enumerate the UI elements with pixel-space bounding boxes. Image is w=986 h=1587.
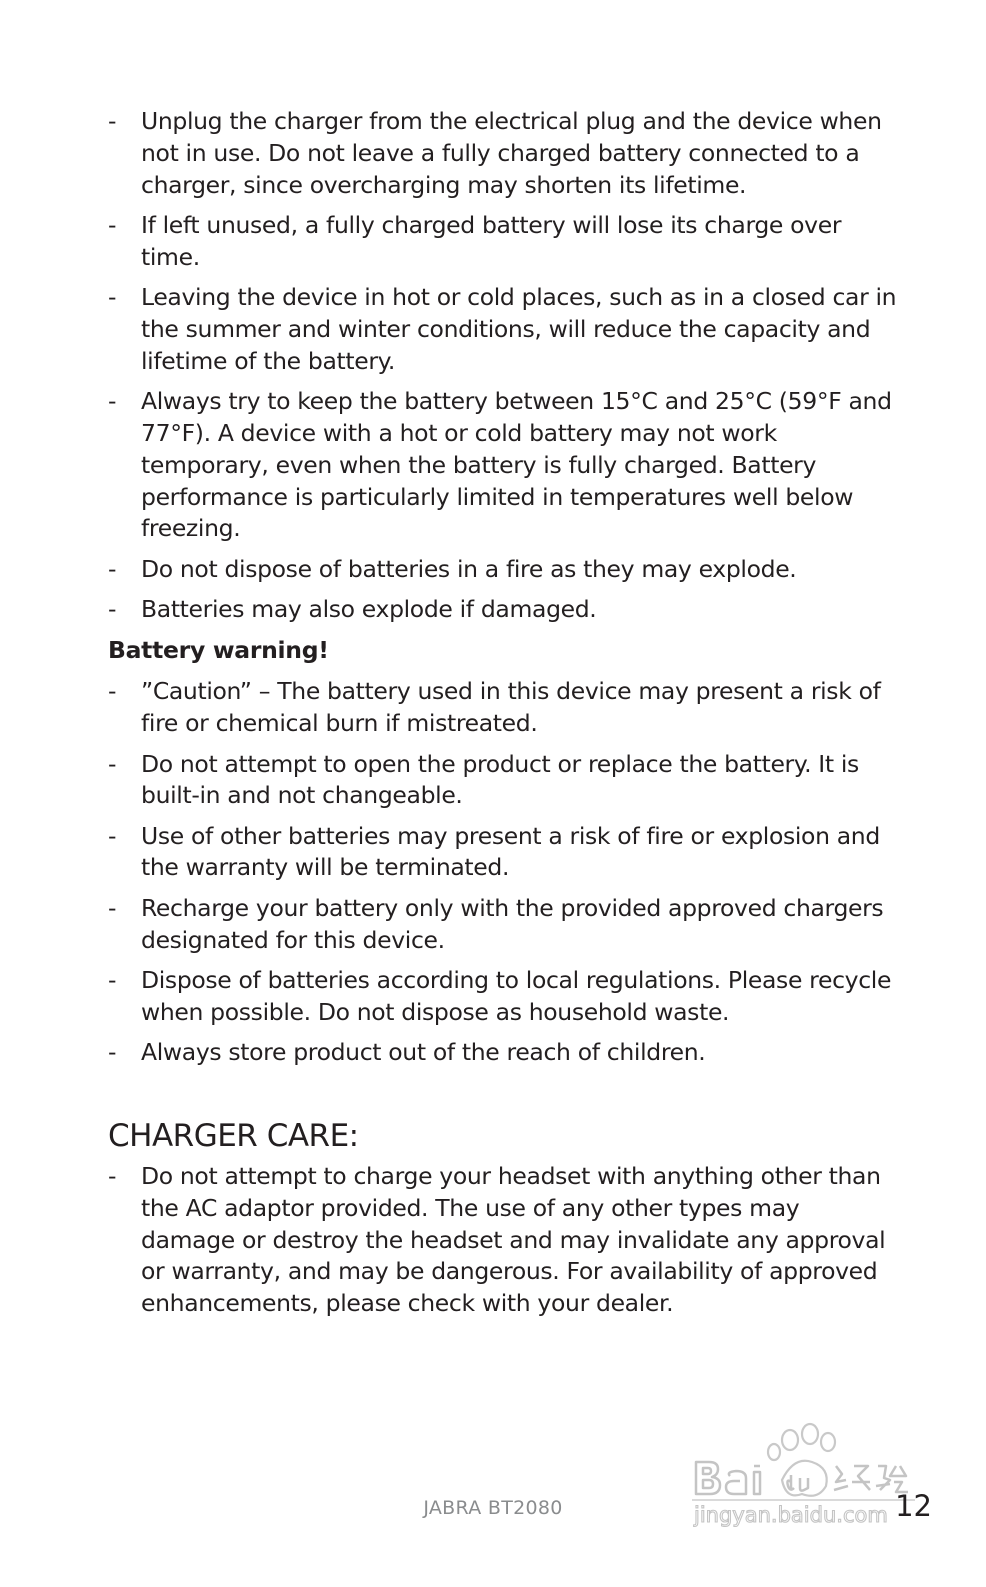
page-number: 12 bbox=[895, 1489, 932, 1523]
list-item-text: Do not attempt to charge your headset with anything other than the AC adaptor provided. The use of any other types may damage or destroy the headset and may invalidate any approval or warranty, and may be dangerous. For availability of approved enhancements, please check with your dealer. bbox=[141, 1162, 886, 1318]
bullet-dash: - bbox=[108, 749, 117, 778]
bullet-dash: - bbox=[108, 107, 117, 135]
list-item bbox=[108, 965, 898, 1029]
bullet-dash: - bbox=[108, 1162, 117, 1191]
bullet-dash: - bbox=[108, 893, 117, 922]
list-item bbox=[108, 893, 898, 957]
footer-product-name: JABRA BT2080 bbox=[423, 1497, 563, 1519]
bullet-dash: - bbox=[108, 210, 117, 239]
bullet-dash: - bbox=[108, 283, 117, 312]
list-item bbox=[108, 554, 898, 586]
list-item-text: Use of other batteries may present a risk of fire or explosion and the warranty will be terminated. bbox=[141, 821, 880, 882]
bullet-dash: - bbox=[108, 1038, 117, 1067]
bullet-dash: - bbox=[108, 554, 117, 583]
list-item-text: Do not attempt to open the product or replace the battery. It is built-in and not changeable. bbox=[141, 749, 859, 810]
list-item bbox=[108, 1161, 898, 1320]
list-item bbox=[108, 676, 898, 740]
list-item-text: If left unused, a fully charged battery will lose its charge over time. bbox=[141, 210, 842, 271]
battery-warning-list bbox=[108, 676, 898, 1069]
list-item-text: Batteries may also explode if damaged. bbox=[141, 595, 597, 624]
svg-text:jingyan.baidu.com: jingyan.baidu.com bbox=[694, 1503, 888, 1527]
list-item-text: Dispose of batteries according to local regulations. Please recycle when possible. Do not dispose as household waste. bbox=[141, 966, 892, 1026]
battery-care-list bbox=[108, 106, 898, 626]
bullet-dash: - bbox=[108, 677, 117, 706]
battery-warning-heading: Battery warning! bbox=[108, 635, 329, 664]
list-item bbox=[108, 210, 898, 274]
bullet-dash: - bbox=[108, 821, 117, 850]
list-item bbox=[108, 749, 898, 813]
page-content bbox=[108, 106, 898, 1329]
list-item-text: Always try to keep the battery between 15°C and 25°C (59°F and 77°F). A device with a hot or cold battery may not work temporary, even when the battery is fully charged. Battery performance is particularly limited in temperatures well below freezing. bbox=[141, 387, 892, 543]
list-item-text: Unplug the charger from the electrical plug and the device when not in use. Do not leave a fully charged battery connected to a charger, since overcharging may shorten its lifetime. bbox=[141, 107, 882, 199]
list-item bbox=[108, 821, 898, 885]
list-item-text: Always store product out of the reach of children. bbox=[141, 1038, 706, 1067]
list-item bbox=[108, 594, 898, 626]
list-item bbox=[108, 106, 898, 201]
charger-care-heading: CHARGER CARE: bbox=[108, 1118, 359, 1155]
bullet-dash: - bbox=[108, 966, 117, 995]
list-item bbox=[108, 386, 898, 545]
list-item-text: Do not dispose of batteries in a fire as they may explode. bbox=[141, 554, 797, 583]
list-item-text: Leaving the device in hot or cold places, such as in a closed car in the summer and winter conditions, will reduce the capacity and lifetime of the battery. bbox=[141, 283, 897, 375]
charger-care-list bbox=[108, 1161, 898, 1320]
bullet-dash: - bbox=[108, 387, 117, 416]
list-item-text: Recharge your battery only with the provided approved chargers designated for this device. bbox=[141, 893, 884, 954]
list-item-text: ”Caution” – The battery used in this device may present a risk of fire or chemical burn if mistreated. bbox=[141, 677, 881, 738]
list-item bbox=[108, 282, 898, 377]
list-item bbox=[108, 1037, 898, 1069]
bullet-dash: - bbox=[108, 595, 117, 624]
